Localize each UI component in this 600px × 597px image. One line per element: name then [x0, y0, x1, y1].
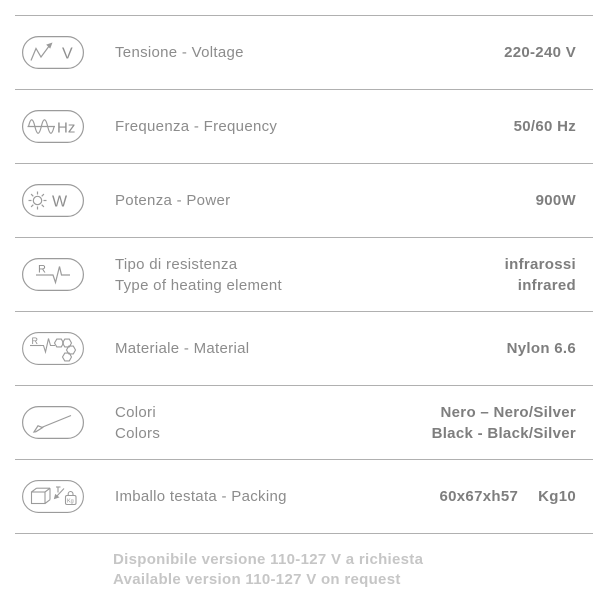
- spec-row-heating-element: [15, 237, 593, 311]
- heating-element-icon: [22, 258, 84, 291]
- voltage-icon: [22, 36, 84, 69]
- packing-icon: [22, 480, 84, 513]
- svg-text:Kg: Kg: [67, 498, 74, 505]
- svg-text:R: R: [31, 336, 38, 346]
- spec-value: 900W: [535, 192, 576, 209]
- spec-label: Imballo testata - Packing: [115, 488, 287, 505]
- packing-dimensions: 60x67xh57: [439, 488, 519, 505]
- frequency-icon: [22, 110, 84, 143]
- colors-icon: [22, 406, 84, 439]
- spec-value: infrarossi infrared: [504, 255, 576, 294]
- spec-row-colors: [15, 385, 593, 459]
- spec-value: 220-240 V: [504, 44, 576, 61]
- spec-value: [440, 486, 594, 507]
- svg-text:W: W: [52, 193, 68, 211]
- svg-text:Hz: Hz: [57, 119, 76, 137]
- spec-label: Colori Colors: [115, 403, 161, 442]
- spec-value: Nylon 6.6: [506, 340, 576, 357]
- spec-value: Nero – Nero/Silver Black - Black/Silver: [431, 403, 576, 442]
- spec-row-packing: [15, 459, 593, 533]
- material-icon: [22, 332, 84, 365]
- spec-row-frequency: [15, 89, 593, 163]
- spec-label: Frequenza - Frequency: [115, 118, 278, 135]
- svg-text:R: R: [38, 263, 46, 276]
- spec-label: Tensione - Voltage: [115, 44, 244, 61]
- spec-value: 50/60 Hz: [513, 118, 576, 135]
- spec-label: Potenza - Power: [115, 192, 231, 209]
- spec-row-power: [15, 163, 593, 237]
- footer-note-line-it: Disponibile versione 110-127 V a richiesta: [113, 551, 424, 568]
- spec-row-material: [15, 311, 593, 385]
- spec-label: Materiale - Material: [115, 340, 250, 357]
- footer-note: [113, 550, 600, 590]
- power-icon: [22, 184, 84, 217]
- svg-text:V: V: [62, 45, 73, 63]
- spec-row-voltage: [15, 15, 593, 89]
- packing-weight: Kg10: [538, 488, 576, 505]
- spec-table: [15, 15, 593, 534]
- spec-label: Tipo di resistenza Type of heating element: [115, 255, 283, 294]
- footer-note-line-en: Available version 110-127 V on request: [113, 571, 401, 588]
